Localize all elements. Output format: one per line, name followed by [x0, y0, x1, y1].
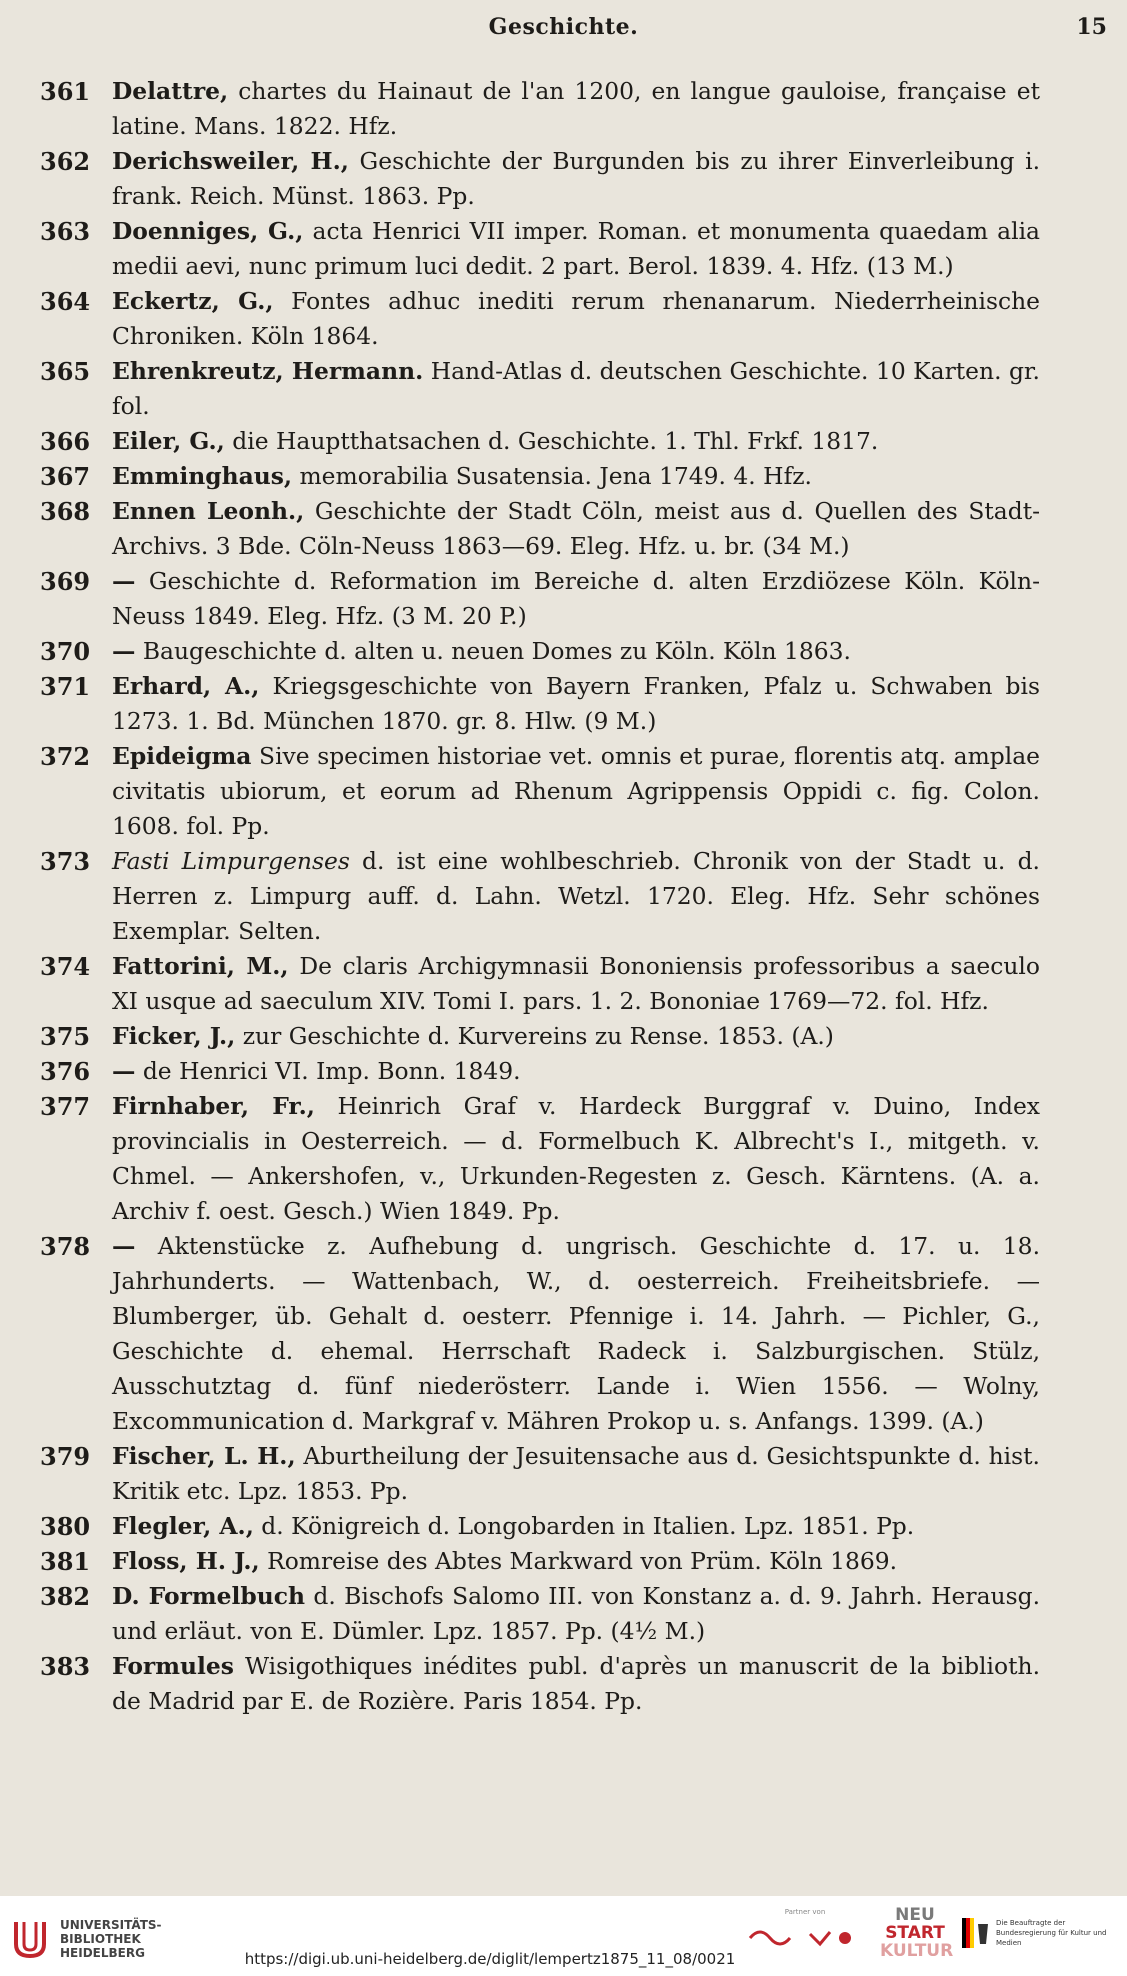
entry-title: — [112, 637, 136, 665]
entry-title: Epideigma [112, 742, 252, 770]
catalog-entry [40, 74, 1040, 144]
neustart-kultur-logo[interactable]: NEU START KULTUR [880, 1905, 954, 1961]
eagle-icon [960, 1914, 990, 1954]
entry-text: Hand-Atlas d. deutschen Geschichte. 10 Karten. gr. fol. [112, 357, 1040, 420]
entry-title: Fasti Limpurgenses [112, 847, 350, 875]
catalog-entry [40, 494, 1040, 564]
catalog-entry [40, 1544, 1040, 1579]
entry-number: 371 [40, 672, 91, 701]
entry-number: 377 [40, 1092, 91, 1121]
entry-title: Flegler, A., [112, 1512, 254, 1540]
catalog-entry [40, 284, 1040, 354]
catalog-entry [40, 634, 1040, 669]
entry-text: Geschichte d. Reformation im Bereiche d. alten Erzdiözese Köln. Köln-Neuss 1849. Eleg. Hfz. (3 M. 20 P.) [112, 567, 1040, 630]
ub-logo-text: UNIVERSITÄTS- BIBLIOTHEK HEIDELBERG [60, 1918, 162, 1960]
entry-number: 363 [40, 217, 91, 246]
partner-label: Partner von [784, 1908, 826, 1916]
footer-bar [0, 1896, 1127, 1976]
entry-text: d. Bischofs Salomo III. von Konstanz a. d. 9. Jahrh. Herausg. und erläut. von E. Dümler. Lpz. 1857. Pp. (4½ M.) [112, 1582, 1040, 1645]
entry-number: 366 [40, 427, 91, 456]
entry-number: 361 [40, 77, 91, 106]
page-number: 15 [1076, 14, 1107, 40]
entry-text: Fontes adhuc inediti rerum rhenanarum. Niederrheinische Chroniken. Köln 1864. [112, 287, 1040, 350]
entry-text: chartes du Hainaut de l'an 1200, en langue gauloise, française et latine. Mans. 1822. Hfz. [112, 77, 1040, 140]
entry-text: Aburtheilung der Jesuitensache aus d. Gesichtspunkte d. hist. Kritik etc. Lpz. 1853. Pp. [112, 1442, 1040, 1505]
entry-title: Doenniges, G., [112, 217, 304, 245]
entry-number: 364 [40, 287, 91, 316]
bkm-text: Die Beauftragte der Bundesregierung für Kultur und Medien [996, 1919, 1107, 1947]
entry-number: 368 [40, 497, 91, 526]
entry-number: 367 [40, 462, 91, 491]
entry-text: d. Königreich d. Longobarden in Italien. Lpz. 1851. Pp. [261, 1512, 915, 1540]
catalog-entry [40, 1439, 1040, 1509]
entry-title: Delattre, [112, 77, 229, 105]
entry-text: de Henrici VI. Imp. Bonn. 1849. [142, 1057, 521, 1085]
ub-logo-icon [10, 1918, 50, 1960]
entry-number: 362 [40, 147, 91, 176]
page-header [0, 14, 1127, 44]
entry-number: 365 [40, 357, 91, 386]
entry-title: Ehrenkreutz, Hermann. [112, 357, 424, 385]
entry-title: Ennen Leonh., [112, 497, 305, 525]
catalog-entry [40, 459, 1040, 494]
ub-heidelberg-logo[interactable] [10, 1916, 162, 1962]
entry-text: zur Geschichte d. Kurvereins zu Rense. 1853. (A.) [242, 1022, 834, 1050]
entry-number: 370 [40, 637, 91, 666]
entry-number: 374 [40, 952, 91, 981]
entry-number: 382 [40, 1582, 91, 1611]
entry-title: — [112, 1057, 136, 1085]
page-title: Geschichte. [488, 14, 639, 40]
bkm-logo[interactable] [960, 1908, 1120, 1964]
entry-number: 380 [40, 1512, 91, 1541]
entry-title: D. Formelbuch [112, 1582, 306, 1610]
catalog-entry [40, 1229, 1040, 1439]
catalog-entry [40, 1089, 1040, 1229]
entry-text: Aktenstücke z. Aufhebung d. ungrisch. Geschichte d. 17. u. 18. Jahrhunderts. — Wattenbach, W., d. oesterreich. Freiheitsbriefe. — Blumberger, üb. Gehalt d. oesterr. Pfennige i. 14. Jahrh. — Pichler, G., Geschichte d. ehemal. Herrschaft Radeck i. Salzburgischen. Stülz, Ausschutztag d. fünf niederösterr. Lande i. Wien 1556. — Wolny, Excommunication d. Markgraf v. Mähren Prokop u. s. Anfangs. 1399. (A.) [112, 1232, 1040, 1435]
entry-number: 375 [40, 1022, 91, 1051]
entry-title: — [112, 1232, 136, 1260]
catalog-entry [40, 1579, 1040, 1649]
catalog-entry [40, 424, 1040, 459]
catalog-entries [40, 74, 1040, 1719]
catalog-entry [40, 669, 1040, 739]
entry-title: Formules [112, 1652, 234, 1680]
catalog-entry [40, 949, 1040, 1019]
entry-title: Derichsweiler, H., [112, 147, 349, 175]
entry-title: Eckertz, G., [112, 287, 274, 315]
entry-number: 378 [40, 1232, 91, 1261]
entry-text: Geschichte der Stadt Cöln, meist aus d. Quellen des Stadt-Archivs. 3 Bde. Cöln-Neuss 1863—69. Eleg. Hfz. u. br. (34 M.) [112, 497, 1041, 560]
entry-text: Geschichte der Burgunden bis zu ihrer Einverleibung i. frank. Reich. Münst. 1863. Pp. [112, 147, 1041, 210]
catalog-entry [40, 214, 1040, 284]
entry-text: memorabilia Susatensia. Jena 1749. 4. Hfz. [299, 462, 812, 490]
catalog-entry [40, 739, 1040, 844]
entry-title: Floss, H. J., [112, 1547, 260, 1575]
entry-title: Eiler, G., [112, 427, 225, 455]
entry-text: De claris Archigymnasii Bononiensis professoribus a saeculo XI usque ad saeculum XIV. Tomi I. pars. 1. 2. Bononiae 1769—72. fol. Hfz. [112, 952, 1040, 1015]
entry-title: Fischer, L. H., [112, 1442, 296, 1470]
entry-title: Firnhaber, Fr., [112, 1092, 315, 1120]
catalog-entry [40, 564, 1040, 634]
entry-number: 383 [40, 1652, 91, 1681]
catalog-entry [40, 354, 1040, 424]
entry-number: 372 [40, 742, 91, 771]
entry-number: 373 [40, 847, 91, 876]
entry-text: acta Henrici VII imper. Roman. et monumenta quaedam alia medii aevi, nunc primum luci dedit. 2 part. Berol. 1839. 4. Hfz. (13 M.) [112, 217, 1041, 280]
entry-text: die Hauptthatsachen d. Geschichte. 1. Thl. Frkf. 1817. [232, 427, 879, 455]
entry-title: Ficker, J., [112, 1022, 236, 1050]
entry-number: 369 [40, 567, 91, 596]
entry-text: Baugeschichte d. alten u. neuen Domes zu Köln. Köln 1863. [142, 637, 851, 665]
entry-text: Sive specimen historiae vet. omnis et purae, florentis atq. amplae civitatis ubiorum, et eorum ad Rhenum Agrippensis Oppidi c. fig. Colon. 1608. fol. Pp. [112, 742, 1040, 840]
entry-text: d. ist eine wohlbeschrieb. Chronik von der Stadt u. d. Herren z. Limpurg auff. d. Lahn. Wetzl. 1720. Eleg. Hfz. Sehr schönes Exemplar. Selten. [112, 847, 1040, 945]
catalog-entry [40, 1649, 1040, 1719]
entry-title: Fattorini, M., [112, 952, 289, 980]
entry-number: 381 [40, 1547, 91, 1576]
catalog-entry [40, 844, 1040, 949]
entry-text: Romreise des Abtes Markward von Prüm. Köln 1869. [267, 1547, 898, 1575]
entry-title: — [112, 567, 136, 595]
entry-text: Heinrich Graf v. Hardeck Burggraf v. Duino, Index provincialis in Oesterreich. — d. Formelbuch K. Albrecht's I., mitgeth. v. Chmel. — Ankershofen, v., Urkunden-Regesten z. Gesch. Kärntens. (A. a. Archiv f. oest. Gesch.) Wien 1849. Pp. [112, 1092, 1040, 1225]
entry-number: 379 [40, 1442, 91, 1471]
entry-text: Wisigothiques inédites publ. d'après un manuscrit de la biblioth. de Madrid par E. de Rozière. Paris 1854. Pp. [112, 1652, 1040, 1715]
entry-text: Kriegsgeschichte von Bayern Franken, Pfalz u. Schwaben bis 1273. 1. Bd. München 1870. gr. 8. Hlw. (9 M.) [112, 672, 1041, 735]
entry-title: Emminghaus, [112, 462, 293, 490]
permalink-url[interactable]: https://digi.ub.uni-heidelberg.de/diglit/lempertz1875_11_08/0021 [200, 1950, 780, 1968]
catalog-entry [40, 1019, 1040, 1054]
catalog-entry [40, 1509, 1040, 1544]
entry-title: Erhard, A., [112, 672, 260, 700]
entry-number: 376 [40, 1057, 91, 1086]
catalog-entry [40, 144, 1040, 214]
catalog-entry [40, 1054, 1040, 1089]
